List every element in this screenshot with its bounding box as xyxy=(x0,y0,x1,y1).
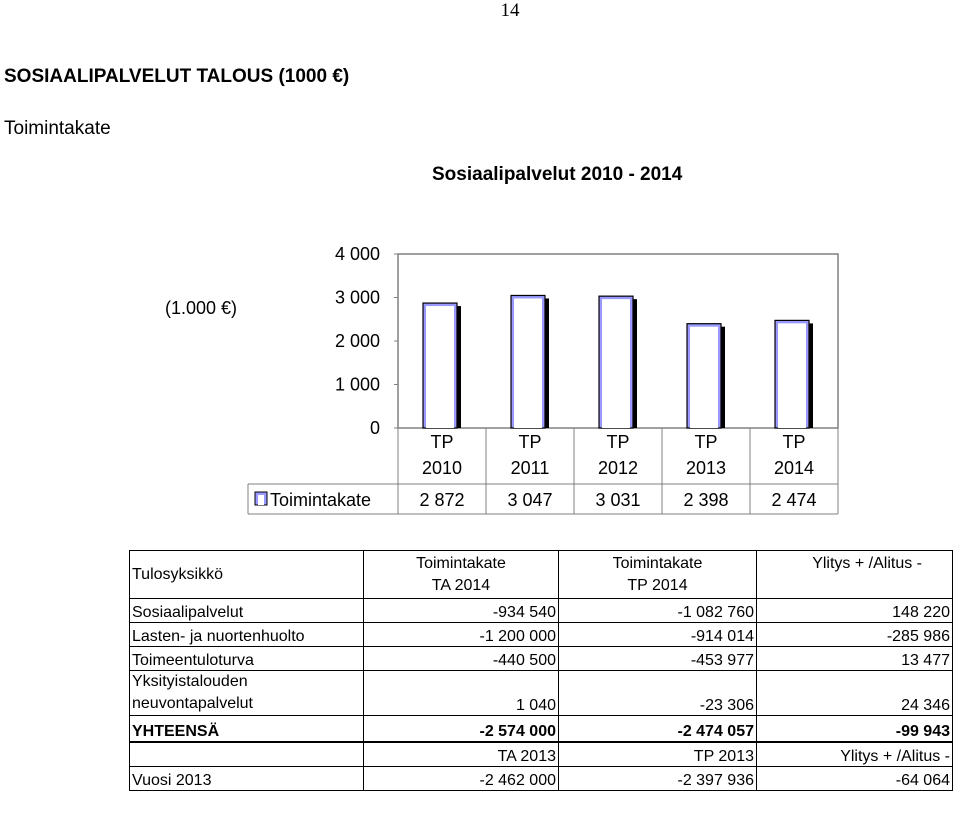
y-tick-label: 1 000 xyxy=(334,374,380,395)
data-label: 3 031 xyxy=(595,490,641,510)
data-label: 3 047 xyxy=(507,490,553,510)
bar-highlight xyxy=(602,299,630,428)
x-category-label: 2011 xyxy=(510,458,550,478)
row-name: Toimeentuloturva xyxy=(130,647,364,671)
data-label: 2 872 xyxy=(419,490,465,510)
x-category-label: TP xyxy=(782,432,806,452)
section-subtitle: Toimintakate xyxy=(4,118,111,139)
x-category-label: TP xyxy=(430,432,454,452)
total-ta: -2 574 000 xyxy=(364,716,559,742)
row-diff: 148 220 xyxy=(757,599,953,623)
row-tp: -23 306 xyxy=(559,671,757,716)
total-diff: -99 943 xyxy=(757,716,953,742)
row-diff: 24 346 xyxy=(757,671,953,716)
header-diff xyxy=(757,551,953,599)
row-diff: -64 064 xyxy=(757,767,953,791)
y-tick-label: 0 xyxy=(369,418,380,438)
header-ta-2014-line1: Toimintakate xyxy=(416,554,506,572)
header-diff-2013: Ylitys + /Alitus - xyxy=(757,743,953,767)
total-row xyxy=(130,716,953,742)
header-ta-2013: TA 2013 xyxy=(364,743,559,767)
header-tp-2014-line1: Toimintakate xyxy=(612,554,703,572)
table-row xyxy=(130,623,953,647)
row-tp: -914 014 xyxy=(559,623,757,647)
table-header-row xyxy=(130,743,953,767)
chart xyxy=(0,230,960,520)
header-blank xyxy=(130,743,364,767)
row-tp: -1 082 760 xyxy=(559,599,757,623)
table-row xyxy=(130,647,953,671)
row-name-line1: Yksityistalouden xyxy=(132,673,248,690)
row-tp: -453 977 xyxy=(559,647,757,671)
row-name-line2: neuvontapalvelut xyxy=(132,695,253,712)
row-ta: -2 462 000 xyxy=(364,767,559,791)
header-tp-2013: TP 2013 xyxy=(559,743,757,767)
total-name: YHTEENSÄ xyxy=(130,716,364,742)
row-name: Vuosi 2013 xyxy=(130,767,364,791)
budget-table-2014 xyxy=(129,550,953,742)
x-category-label: TP xyxy=(606,432,630,452)
total-tp: -2 474 057 xyxy=(559,716,757,742)
table-header-row xyxy=(130,551,953,599)
row-diff: -285 986 xyxy=(757,623,953,647)
chart-title: Sosiaalipalvelut 2010 - 2014 xyxy=(432,164,683,185)
budget-table-2013 xyxy=(129,742,953,791)
x-category-label: 2013 xyxy=(685,458,727,478)
row-ta: -934 540 xyxy=(364,599,559,623)
row-name xyxy=(130,671,364,716)
table-row xyxy=(130,599,953,623)
bar-highlight xyxy=(778,323,806,428)
header-ta-2014 xyxy=(364,551,559,599)
row-diff: 13 477 xyxy=(757,647,953,671)
row-ta: -1 200 000 xyxy=(364,623,559,647)
y-tick-label: 4 000 xyxy=(334,244,380,264)
y-tick-label: 3 000 xyxy=(334,287,380,308)
y-tick-label: 2 000 xyxy=(334,331,380,351)
row-tp: -2 397 936 xyxy=(559,767,757,791)
row-name: Sosiaalipalvelut xyxy=(130,599,364,623)
section-title: SOSIAALIPALVELUT TALOUS (1000 €) xyxy=(4,66,350,87)
data-label: 2 474 xyxy=(771,490,817,510)
page-number: 14 xyxy=(500,0,520,21)
header-diff-label: Ylitys + /Alitus - xyxy=(812,555,922,572)
legend-swatch-highlight xyxy=(258,495,264,505)
header-ta-2014-line2: TA 2014 xyxy=(431,576,491,594)
data-label: 2 398 xyxy=(683,490,729,510)
legend-label: Toimintakate xyxy=(270,490,372,510)
header-unit: Tulosyksikkö xyxy=(130,551,364,599)
header-tp-2014-line2: TP 2014 xyxy=(627,576,688,594)
header-tp-2014 xyxy=(559,551,757,599)
x-category-label: 2014 xyxy=(773,458,815,478)
table-row xyxy=(130,767,953,791)
x-category-label: 2010 xyxy=(421,458,463,478)
x-category-label: 2012 xyxy=(597,458,639,478)
bar-highlight xyxy=(426,306,454,428)
x-category-label: TP xyxy=(518,432,542,452)
table-row xyxy=(130,671,953,716)
bar-highlight xyxy=(690,327,718,428)
row-ta: -440 500 xyxy=(364,647,559,671)
row-ta: 1 040 xyxy=(364,671,559,716)
x-category-label: TP xyxy=(694,432,718,452)
row-name: Lasten- ja nuortenhuolto xyxy=(130,623,364,647)
bar-highlight xyxy=(514,298,542,428)
chart-y-axis-label: (1.000 €) xyxy=(165,298,238,318)
